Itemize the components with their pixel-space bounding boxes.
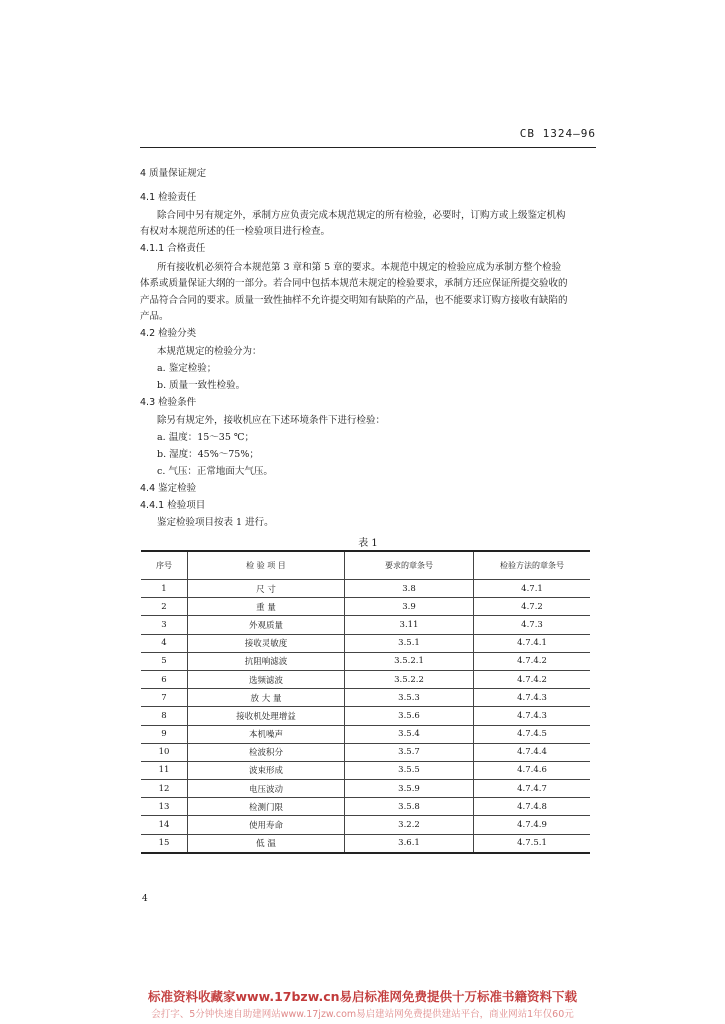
list-item-4-3-a: a. 温度：15～35 ℃； — [157, 432, 255, 443]
paragraph-4-2: 本规范规定的检验分为： — [157, 346, 262, 357]
cell-requirement-clause: 3.9 — [345, 598, 474, 616]
cell-serial: 14 — [141, 816, 188, 834]
cell-serial: 8 — [141, 707, 188, 725]
cell-serial: 1 — [141, 580, 188, 598]
cell-requirement-clause: 3.5.4 — [345, 725, 474, 743]
paragraph-4-1-1-line1: 所有接收机必须符合本规范第 3 章和第 5 章的要求。本规范中规定的检验应成为承制方整个检验 — [157, 262, 562, 273]
cell-serial: 12 — [141, 780, 188, 798]
cell-requirement-clause: 3.5.9 — [345, 780, 474, 798]
table-row — [141, 725, 590, 743]
table-row — [141, 616, 590, 634]
table-row — [141, 780, 590, 798]
table-row — [141, 670, 590, 688]
standard-number: CB 1324—96 — [519, 127, 596, 140]
cell-method-clause: 4.7.2 — [474, 598, 591, 616]
section-4-2-heading: 4.2 检验分类 — [140, 328, 197, 339]
cell-requirement-clause: 3.5.6 — [345, 707, 474, 725]
paragraph-4-3: 除另有规定外，接收机应在下述环境条件下进行检验： — [157, 415, 386, 426]
cell-item: 外观质量 — [188, 616, 345, 634]
section-4-3-heading: 4.3 检验条件 — [140, 397, 197, 408]
section-4-4-1-heading: 4.4.1 检验项目 — [140, 500, 206, 511]
section-4-1-1-heading: 4.1.1 合格责任 — [140, 243, 206, 254]
cell-item: 重 量 — [188, 598, 345, 616]
table-caption: 表 1 — [358, 538, 378, 549]
cell-item: 电压波动 — [188, 780, 345, 798]
table-row — [141, 816, 590, 834]
header-requirement-clause: 要求的章条号 — [345, 551, 474, 580]
cell-item: 尺 寸 — [188, 580, 345, 598]
table-row — [141, 652, 590, 670]
cell-method-clause: 4.7.4.6 — [474, 761, 591, 779]
list-item-4-2-b: b. 质量一致性检验。 — [157, 380, 246, 391]
cell-item: 选频滤波 — [188, 670, 345, 688]
cell-method-clause: 4.7.4.5 — [474, 725, 591, 743]
table-header-row — [141, 551, 590, 580]
cell-serial: 7 — [141, 689, 188, 707]
cell-item: 检波积分 — [188, 743, 345, 761]
cell-item: 使用寿命 — [188, 816, 345, 834]
cell-item: 本机噪声 — [188, 725, 345, 743]
paragraph-4-4-1: 鉴定检验项目按表 1 进行。 — [157, 517, 274, 528]
cell-method-clause: 4.7.4.2 — [474, 670, 591, 688]
cell-serial: 9 — [141, 725, 188, 743]
inspection-items-table — [141, 550, 590, 854]
cell-requirement-clause: 3.11 — [345, 616, 474, 634]
cell-item: 抗阻响滤波 — [188, 652, 345, 670]
cell-item: 检测门限 — [188, 798, 345, 816]
cell-method-clause: 4.7.4.9 — [474, 816, 591, 834]
paragraph-4-1-1-line2: 体系或质量保证大纲的一部分。若合同中包括本规范未规定的检验要求，承制方还应保证所提交验收的 — [140, 278, 568, 289]
list-item-4-2-a: a. 鉴定检验； — [157, 363, 217, 374]
cell-item: 接收灵敏度 — [188, 634, 345, 652]
paragraph-4-1-line1: 除合同中另有规定外，承制方应负责完成本规范规定的所有检验，必要时，订购方或上级鉴定机构 — [157, 210, 566, 221]
table-row — [141, 798, 590, 816]
cell-requirement-clause: 3.2.2 — [345, 816, 474, 834]
table-row — [141, 598, 590, 616]
page-number: 4 — [142, 894, 148, 904]
cell-requirement-clause: 3.8 — [345, 580, 474, 598]
cell-method-clause: 4.7.4.3 — [474, 689, 591, 707]
cell-item: 放 大 量 — [188, 689, 345, 707]
cell-method-clause: 4.7.4.4 — [474, 743, 591, 761]
cell-requirement-clause: 3.5.7 — [345, 743, 474, 761]
table-row — [141, 743, 590, 761]
cell-requirement-clause: 3.5.2.1 — [345, 652, 474, 670]
cell-method-clause: 4.7.4.7 — [474, 780, 591, 798]
cell-method-clause: 4.7.5.1 — [474, 834, 591, 853]
cell-serial: 10 — [141, 743, 188, 761]
section-4-4-heading: 4.4 鉴定检验 — [140, 483, 197, 494]
cell-serial: 3 — [141, 616, 188, 634]
paragraph-4-1-1-line4: 产品。 — [140, 311, 169, 322]
section-4-1-heading: 4.1 检验责任 — [140, 192, 197, 203]
cell-requirement-clause: 3.5.3 — [345, 689, 474, 707]
section-4-heading: 4 质量保证规定 — [140, 168, 207, 179]
cell-serial: 5 — [141, 652, 188, 670]
watermark-line-1: 标准资料收藏家www.17bzw.cn易启标准网免费提供十万标准书籍资料下载 — [147, 989, 578, 1004]
cell-item: 低 温 — [188, 834, 345, 853]
table-row — [141, 761, 590, 779]
cell-method-clause: 4.7.4.8 — [474, 798, 591, 816]
table-row — [141, 689, 590, 707]
cell-method-clause: 4.7.4.2 — [474, 652, 591, 670]
cell-item: 接收机处理增益 — [188, 707, 345, 725]
cell-serial: 2 — [141, 598, 188, 616]
cell-serial: 13 — [141, 798, 188, 816]
list-item-4-3-b: b. 湿度：45%～75%； — [157, 449, 259, 460]
table-row — [141, 580, 590, 598]
cell-item: 波束形成 — [188, 761, 345, 779]
cell-serial: 4 — [141, 634, 188, 652]
list-item-4-3-c: c. 气压：正常地面大气压。 — [157, 466, 273, 477]
paragraph-4-1-1-line3: 产品符合合同的要求。质量一致性抽样不允许提交明知有缺陷的产品，也不能要求订购方接收有缺陷的 — [140, 295, 568, 306]
cell-requirement-clause: 3.5.5 — [345, 761, 474, 779]
cell-serial: 11 — [141, 761, 188, 779]
cell-requirement-clause: 3.5.8 — [345, 798, 474, 816]
table-row — [141, 634, 590, 652]
cell-method-clause: 4.7.4.1 — [474, 634, 591, 652]
cell-method-clause: 4.7.3 — [474, 616, 591, 634]
cell-requirement-clause: 3.6.1 — [345, 834, 474, 853]
cell-requirement-clause: 3.5.1 — [345, 634, 474, 652]
table-row — [141, 707, 590, 725]
cell-method-clause: 4.7.1 — [474, 580, 591, 598]
table-row — [141, 834, 590, 853]
header-serial: 序号 — [141, 551, 188, 580]
cell-serial: 6 — [141, 670, 188, 688]
watermark-line-2: 会打字、5分钟快速自助建网站www.17jzw.com易启建站网免费提供建站平台，商业网站1年仅60元 — [151, 1009, 574, 1020]
cell-method-clause: 4.7.4.3 — [474, 707, 591, 725]
header-method-clause: 检验方法的章条号 — [474, 551, 591, 580]
paragraph-4-1-line2: 有权对本规范所述的任一检验项目进行检查。 — [140, 226, 331, 237]
header-rule — [140, 147, 596, 148]
cell-requirement-clause: 3.5.2.2 — [345, 670, 474, 688]
header-item: 检 验 项 目 — [188, 551, 345, 580]
cell-serial: 15 — [141, 834, 188, 853]
